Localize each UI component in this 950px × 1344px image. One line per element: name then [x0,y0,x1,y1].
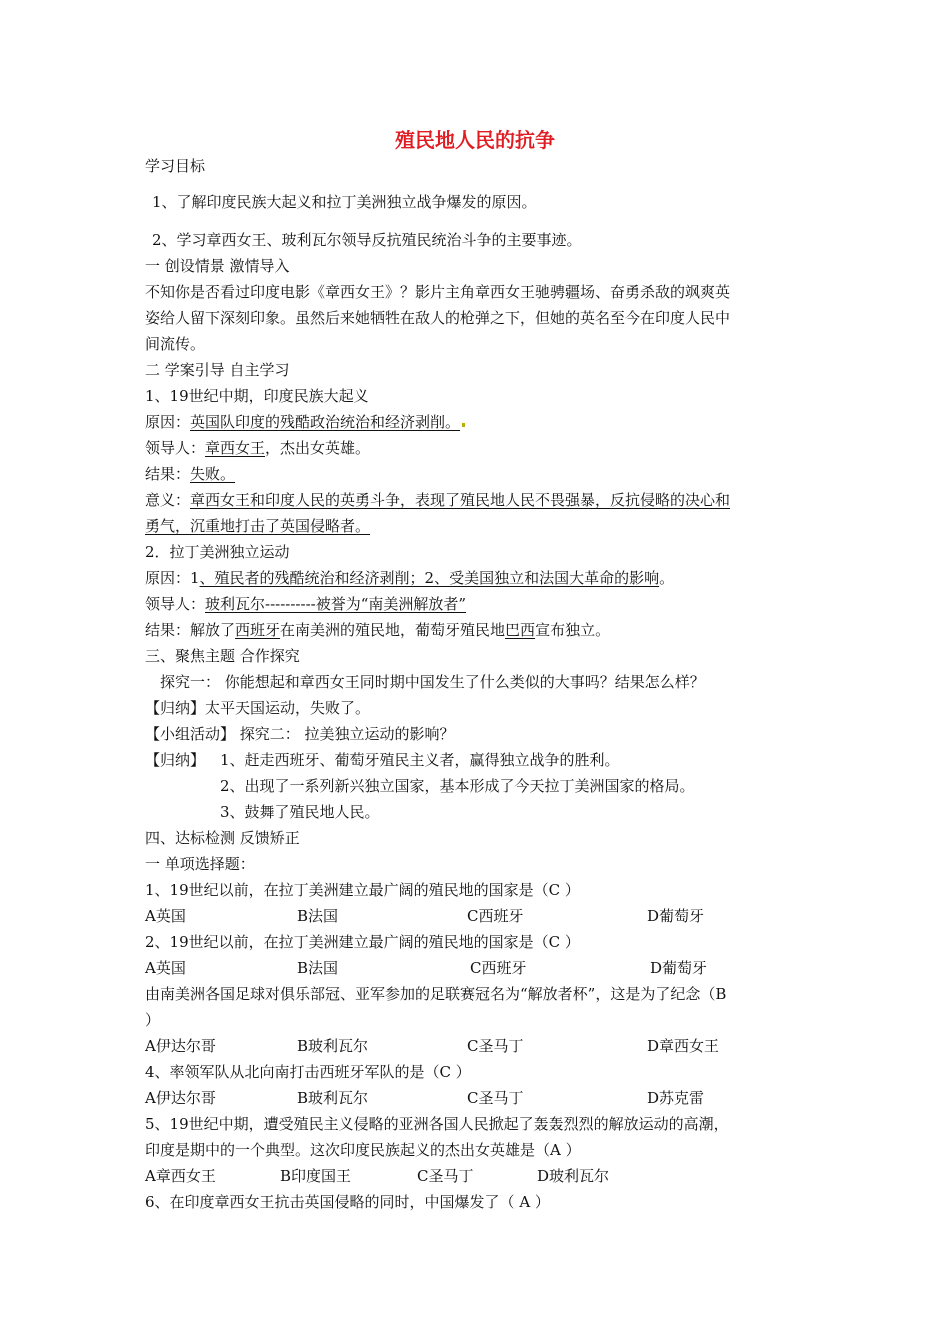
summary-item: 1、赶走西班牙、葡萄牙殖民主义者，赢得独立战争的胜利。 [220,751,620,769]
india-cause [145,412,465,432]
option-b: B玻利瓦尔 [297,1037,369,1055]
result-label: 结果： [145,465,191,483]
summary-line: 【归纳】太平天国运动，失败了。 [145,699,371,717]
option-d: D葡萄牙 [650,959,708,977]
cause-label: 原因： [145,413,191,431]
question-5-cont: 印度是期中的一个典型。这次印度民族起义的杰出女英雄是（A ） [145,1141,581,1159]
leader-label: 领导人： [145,439,206,457]
summary-label: 【归纳】 [145,751,206,769]
explore-question: 探究一： 你能想起和章西女王同时期中国发生了什么类似的大事吗？结果怎么样？ [160,673,705,691]
result-answer: 巴西 [505,621,536,639]
objectives-heading: 学习目标 [145,157,206,175]
leader-suffix: ，杰出女英雄。 [265,439,371,457]
question-5: 5、19世纪中期，遭受殖民主义侵略的亚洲各国人民掀起了轰轰烈烈的解放运动的高潮， [145,1115,729,1133]
meaning-answer-cont: 勇气，沉重地打击了英国侵略者。 [145,517,371,535]
option-d: D葡萄牙 [647,907,705,925]
india-leader [145,438,370,458]
option-d: D章西女王 [647,1037,720,1055]
section1-heading: 一 创设情景 激情导入 [145,257,290,275]
option-c: C西班牙 [467,907,524,925]
question-type-heading: 一 单项选择题： [145,855,255,873]
question-6: 6、在印度章西女王抗击英国侵略的同时，中国爆发了（ A ） [145,1193,550,1211]
leader-answer: 章西女王 [205,439,266,457]
option-a: A伊达尔哥 [145,1089,216,1107]
option-d: D玻利瓦尔 [537,1167,610,1185]
section3-heading: 三、聚焦主题 合作探究 [145,647,300,665]
intro-paragraph-line: 不知你是否看过印度电影《章西女王》？影片主角章西女王驰骋疆场、奋勇杀敌的飒爽英 [145,283,731,301]
option-b: B印度国王 [280,1167,352,1185]
question-3-cont: ） [145,1011,161,1029]
latin-cause [145,568,674,588]
stray-mark [462,423,465,427]
summary-item: 3、鼓舞了殖民地人民。 [220,803,380,821]
leader-answer: 玻利瓦尔----------被誉为“南美洲解放者” [205,595,467,613]
result-answer: 西班牙 [235,621,281,639]
intro-paragraph-line: 姿给人留下深刻印象。虽然后来她牺牲在敌人的枪弹之下，但她的英名至今在印度人民中 [145,309,731,327]
option-a: A伊达尔哥 [145,1037,216,1055]
latin-result [145,620,610,640]
india-heading: 1、19世纪中期，印度民族大起义 [145,387,369,405]
objective-item: 1、了解印度民族大起义和拉丁美洲独立战争爆发的原因。 [152,193,537,211]
group-activity: 【小组活动】 探究二： 拉美独立运动的影响？ [145,725,455,743]
option-d: D苏克雷 [647,1089,705,1107]
result-answer: 失败。 [190,465,236,483]
india-meaning-cont [145,516,370,536]
question-2: 2、19世纪以前，在拉丁美洲建立最广阔的殖民地的国家是（C ） [145,933,580,951]
section4-heading: 四、达标检测 反馈矫正 [145,829,300,847]
result-label: 结果：解放了 [145,621,236,639]
india-result [145,464,235,484]
option-c: C圣马丁 [467,1089,524,1107]
cause-answer: 、殖民者的残酷统治和经济剥削；2、受美国独立和法国大革命的影响 [199,569,660,587]
option-b: B法国 [297,959,339,977]
section2-heading: 二 学案引导 自主学习 [145,361,290,379]
latin-leader [145,594,466,614]
intro-paragraph-line: 间流传。 [145,335,206,353]
option-b: B玻利瓦尔 [297,1089,369,1107]
document-title: 殖民地人民的抗争 [395,128,555,152]
india-meaning [145,490,730,510]
summary-item: 2、出现了一系列新兴独立国家，基本形成了今天拉丁美洲国家的格局。 [220,777,695,795]
leader-label: 领导人： [145,595,206,613]
cause-label: 原因：1 [145,569,200,587]
option-c: C圣马丁 [467,1037,524,1055]
option-a: A章西女王 [145,1167,216,1185]
option-b: B法国 [297,907,339,925]
meaning-answer: 章西女王和印度人民的英勇斗争，表现了殖民地人民不畏强暴，反抗侵略的决心和 [190,491,731,509]
objective-item: 2、学习章西女王、玻利瓦尔领导反抗殖民统治斗争的主要事迹。 [152,231,582,249]
option-a: A英国 [145,959,186,977]
question-1: 1、19世纪以前，在拉丁美洲建立最广阔的殖民地的国家是（C ） [145,881,580,899]
meaning-label: 意义： [145,491,191,509]
option-a: A英国 [145,907,186,925]
question-3: 由南美洲各国足球对俱乐部冠、亚军参加的足联赛冠名为“解放者杯”，这是为了纪念（B [145,985,727,1003]
cause-end: 。 [659,569,675,587]
option-c: C圣马丁 [417,1167,474,1185]
cause-answer: 英国队印度的残酷政治统治和经济剥削。 [190,413,461,431]
result-end: 宣布独立。 [535,621,611,639]
question-4: 4、率领军队从北向南打击西班牙军队的是（C ） [145,1063,471,1081]
option-c: C西班牙 [470,959,527,977]
latin-heading: 2．拉丁美洲独立运动 [145,543,290,561]
result-mid: 在南美洲的殖民地，葡萄牙殖民地 [280,621,506,639]
